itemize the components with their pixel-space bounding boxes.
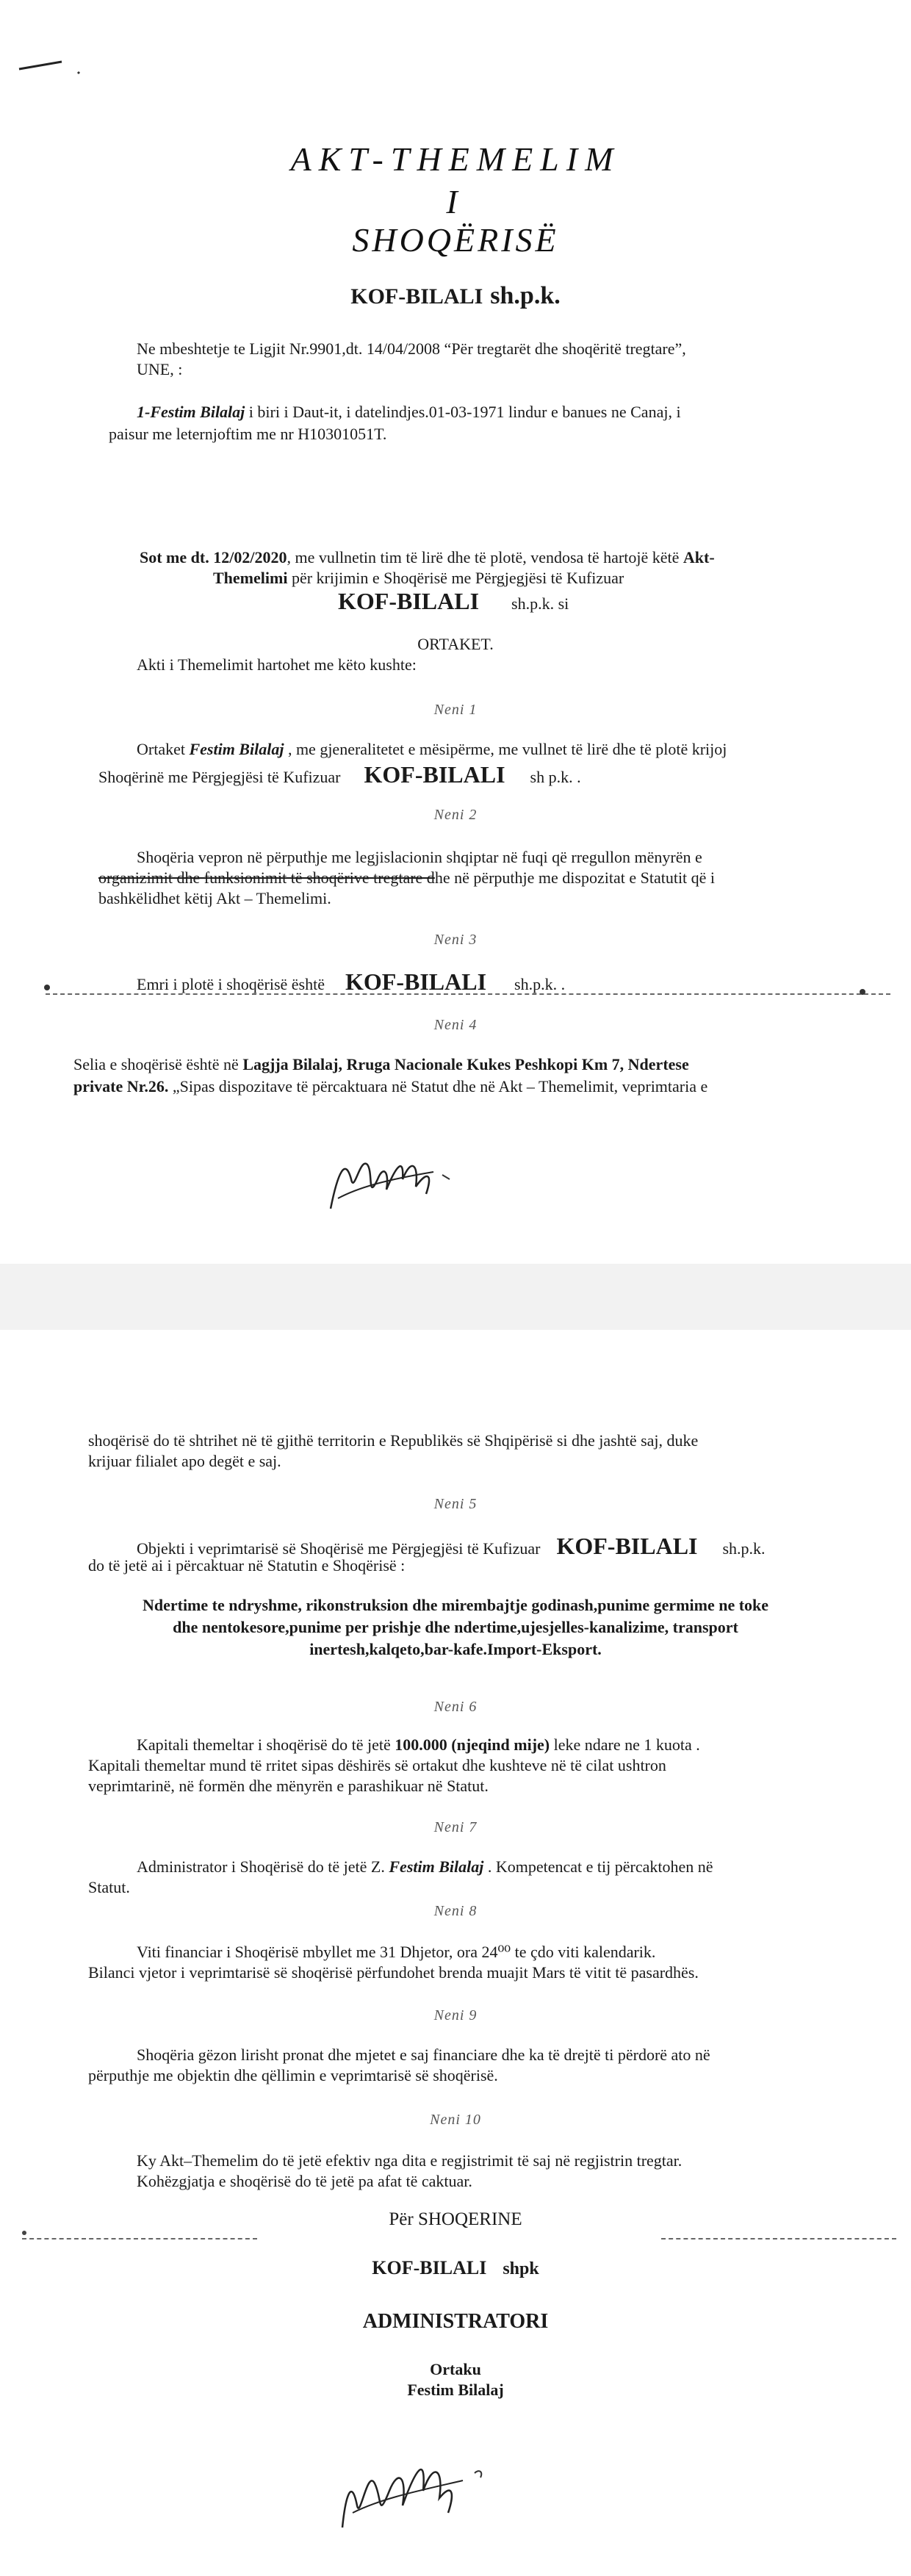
- article-7-rest: . Kompetencat e tij përcaktohen në: [483, 1857, 713, 1876]
- article-5-text: Objekti i veprimtarisë së Shoqërisë me Përgjegjësi të Kufizuar: [137, 1539, 541, 1558]
- article-8-line-2: Bilanci vjetor i veprimtarisë së shoqërisë përfundohet brenda muajit Mars të vitit të pasardhës.: [88, 1963, 699, 1982]
- decision-line-1: [140, 547, 801, 568]
- article-6-line-3: veprimtarinë, në formën dhe mënyrën e parashikuar në Statut.: [88, 1777, 489, 1795]
- article-10-line-1: Ky Akt–Themelim do të jetë efektiv nga dita e regjistrimit të saj në regjistrin tregtar.: [137, 2151, 683, 2170]
- article-5-line-2: do të jetë ai i përcaktuar në Statutin e Shoqërisë :: [88, 1556, 406, 1575]
- article-6-heading: Neni 6: [433, 1699, 478, 1715]
- closing-name: Festim Bilalaj: [407, 2381, 504, 2399]
- article-9-line-1: Shoqëria gëzon lirisht pronat dhe mjetet e saj financiare dhe ka të drejtë ti përdorë ato në: [137, 2046, 710, 2064]
- article-5-suffix: sh.p.k.: [722, 1539, 766, 1558]
- article-1-rest: , me gjeneralitetet e mësipërme, me vullnet të lirë dhe të plotë krijoj: [284, 740, 727, 758]
- article-2-rest: he në përputhje me dispozitat e Statutit që i: [434, 868, 716, 887]
- doc-title-line3: SHOQËRISË: [352, 221, 559, 259]
- article-2-struck-text: organizimit dhe funksionimit të shoqërive tregtare d: [98, 868, 435, 887]
- hole-punch-left-2-icon: [22, 2231, 26, 2235]
- decision-company: KOF-BILALI: [338, 588, 480, 614]
- closing-administrator: ADMINISTRATORI: [362, 2310, 549, 2333]
- article-3-line: [137, 968, 565, 996]
- article-8-heading: Neni 8: [433, 1903, 478, 1919]
- founder-name: 1-Festim Bilalaj: [137, 403, 245, 421]
- article-5-activity-2: dhe nentokesore,punime per prishje dhe ndertime,ujesjelles-kanalizime, transport: [173, 1618, 738, 1636]
- article-7-heading: Neni 7: [433, 1819, 478, 1835]
- article-6-line-2: Kapitali themeltar mund të rritet sipas dëshirës së ortakut dhe kushteve në të cilat ushtron: [88, 1756, 666, 1774]
- decision-date: Sot me dt. 12/02/2020: [140, 548, 287, 566]
- article-1-heading: Neni 1: [433, 702, 478, 718]
- article-1-suffix: sh p.k. .: [530, 768, 581, 786]
- doc-title-line1: AKT-THEMELIM: [290, 140, 621, 178]
- article-4-cont-line-1: shoqërisë do të shtrihet në të gjithë territorin e Republikës së Shqipërisë si dhe jashtë saj, duke: [88, 1431, 699, 1450]
- article-3-company: KOF-BILALI: [345, 968, 487, 995]
- fold-line: [46, 993, 890, 995]
- article-10-line-2: Kohëzgjatja e shoqërisë do të jetë pa afat të caktuar.: [137, 2172, 472, 2190]
- article-3-heading: Neni 3: [433, 932, 478, 948]
- article-1-line-1: [137, 738, 798, 760]
- ortaket-heading: ORTAKET.: [417, 635, 494, 653]
- closing-signature-icon: [331, 2410, 507, 2542]
- article-6-rest: leke ndare ne 1 kuota .: [550, 1735, 700, 1754]
- conditions-line: Akti i Themelimit hartohet me këto kushte:: [137, 655, 417, 674]
- decision-akt: Akt-: [683, 548, 715, 566]
- article-7-start: Administrator i Shoqërisë do të jetë Z.: [137, 1857, 389, 1876]
- article-2-heading: Neni 2: [433, 807, 478, 823]
- decision-line-2: [213, 567, 624, 589]
- article-4-cont-line-2: krijuar filialet apo degët e saj.: [88, 1452, 281, 1470]
- decision-company-line: [338, 588, 569, 615]
- intro-line-1: Ne mbeshtetje te Ligjit Nr.9901,dt. 14/04/2008 “Për tregtarët dhe shoqëritë tregtare”,: [137, 339, 686, 358]
- closing-role: Ortaku: [430, 2360, 481, 2378]
- closing-company-suffix: shpk: [503, 2259, 539, 2278]
- decision-text-2: për krijimin e Shoqërisë me Përgjegjësi të Kufizuar: [287, 569, 624, 587]
- hole-punch-left-icon: [44, 985, 50, 990]
- article-7-line-1: [137, 1856, 871, 1877]
- founder-details: i biri i Daut-it, i datelindjes.01-03-1971 lindur e banues ne Canaj, i: [245, 403, 681, 421]
- article-9-heading: Neni 9: [433, 2007, 478, 2023]
- intro-line-2: UNE, :: [137, 360, 183, 378]
- decision-company-suffix: sh.p.k. si: [511, 594, 569, 613]
- article-1-company: KOF-BILALI: [364, 761, 505, 788]
- article-3-text: Emri i plotë i shoqërisë është: [137, 975, 325, 993]
- article-6-start: Kapitali themeltar i shoqërisë do të jetë: [137, 1735, 395, 1754]
- article-5-activity-1: Ndertime te ndryshme, rikonstruksion dhe mirembajtje godinash,punime germime ne toke: [142, 1596, 769, 1614]
- closing-per-shoqerine: Për SHOQERINE: [389, 2209, 522, 2229]
- article-6-amount: 100.000 (njeqind mije): [395, 1735, 550, 1754]
- closing-company: KOF-BILALI: [372, 2257, 487, 2278]
- article-1-start: Ortaket: [137, 740, 190, 758]
- article-2-line-1: Shoqëria vepron në përputhje me legjislacionin shqiptar në fuqi që rregullon mënyrën e: [137, 848, 702, 866]
- article-7-line-2: Statut.: [88, 1878, 130, 1896]
- founder-line-1: [137, 401, 871, 422]
- founder-line-2: paisur me leternjoftim me nr H10301051T.: [109, 425, 387, 443]
- company-heading-suffix: sh.p.k.: [490, 282, 561, 309]
- page-gap: [0, 1264, 911, 1330]
- article-1-name: Festim Bilalaj: [189, 740, 284, 758]
- corner-mark-icon: [16, 56, 82, 85]
- article-4-rest: „Sipas dispozitave të përcaktuara në Statut dhe në Akt – Themelimit, veprimtaria e: [168, 1077, 708, 1095]
- article-6-line-1: [137, 1734, 871, 1755]
- decision-themelimi: Themelimi: [213, 569, 288, 587]
- article-5-activity-3: inertesh,kalqeto,bar-kafe.Import-Eksport.: [309, 1640, 602, 1658]
- article-4-line-2: [73, 1076, 867, 1097]
- article-1-line-2: [98, 761, 581, 788]
- article-5-company: KOF-BILALI: [556, 1533, 698, 1559]
- article-4-line-1: [73, 1054, 852, 1075]
- closing-company-line: [0, 2257, 911, 2279]
- article-4-start: Selia e shoqërisë është në: [73, 1055, 243, 1073]
- article-10-heading: Neni 10: [430, 2112, 481, 2128]
- article-5-heading: Neni 5: [433, 1496, 478, 1512]
- article-4-address: Lagjja Bilalaj, Rruga Nacionale Kukes Peshkopi Km 7, Ndertese: [242, 1055, 689, 1073]
- fold-line-left: [22, 2238, 257, 2239]
- document-page-2: [0, 1330, 911, 2576]
- document-page-1: [0, 0, 911, 1264]
- article-1-text: Shoqërinë me Përgjegjësi të Kufizuar: [98, 768, 341, 786]
- doc-title-line2: I: [446, 183, 465, 220]
- article-3-suffix: sh.p.k. .: [514, 975, 566, 993]
- company-heading-name: KOF-BILALI: [350, 284, 483, 309]
- article-9-line-2: përputhje me objektin dhe qëllimin e veprimtarisë së shoqërisë.: [88, 2066, 498, 2084]
- fold-line-right: [661, 2238, 896, 2239]
- article-8-line-1: Viti financiar i Shoqërisë mbyllet me 31 Dhjetor, ora 24⁰⁰ te çdo viti kalendarik.: [137, 1943, 656, 1961]
- article-2-line-3: bashkëlidhet këtij Akt – Themelimi.: [98, 889, 331, 907]
- hole-punch-right-icon: [860, 989, 865, 995]
- decision-text-1: , me vullnetin tim të lirë dhe të plotë, vendosa të hartojë këtë: [287, 548, 683, 566]
- company-heading: [0, 282, 911, 310]
- article-4-heading: Neni 4: [433, 1017, 478, 1033]
- article-2-line-2: [98, 867, 715, 888]
- article-7-name: Festim Bilalaj: [389, 1857, 484, 1876]
- signature-icon: [316, 1128, 463, 1223]
- article-4-building: private Nr.26.: [73, 1077, 169, 1095]
